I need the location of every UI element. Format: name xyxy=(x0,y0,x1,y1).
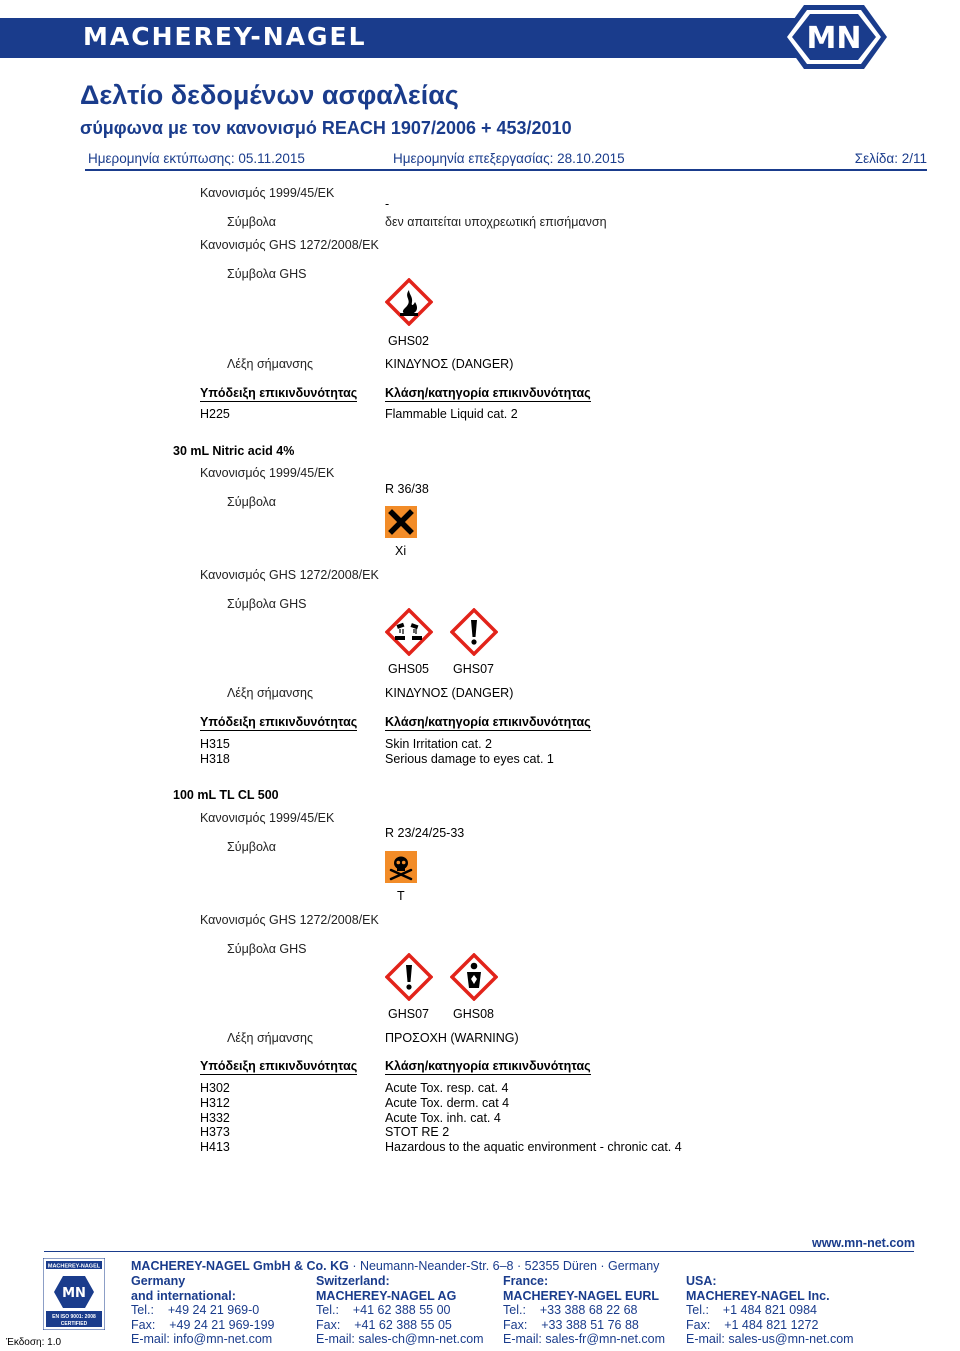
cert-line2: CERTIFIED xyxy=(60,1321,88,1327)
hazard-class: Acute Tox. inh. cat. 4 xyxy=(385,1111,501,1125)
symbols-label: Σύμβολα xyxy=(227,215,276,229)
contact-company: and international: xyxy=(131,1288,236,1303)
exclamation-icon xyxy=(450,608,498,656)
hazard-code: H332 xyxy=(200,1111,230,1125)
website-link[interactable]: www.mn-net.com xyxy=(812,1236,916,1250)
page-subtitle: σύμφωνα με τον κανονισμό REACH 1907/2006 + 453/2010 xyxy=(80,118,572,138)
contact-germany xyxy=(131,1274,275,1347)
hazard-code: H373 xyxy=(200,1125,230,1139)
hazard-code: H413 xyxy=(200,1140,230,1154)
contact-fax: Fax: +49 24 21 969-199 xyxy=(131,1317,275,1332)
signal-word-label: Λέξη σήμανσης xyxy=(227,686,313,700)
pictogram-code: GHS08 xyxy=(453,1007,494,1021)
hazard-code: H318 xyxy=(200,752,230,766)
contact-france xyxy=(503,1274,665,1347)
hazard-class: STOT RE 2 xyxy=(385,1125,450,1139)
signal-word-label: Λέξη σήμανσης xyxy=(227,1031,313,1045)
cert-logo-text: MN xyxy=(62,1286,86,1301)
skull-crossbones-icon xyxy=(385,851,417,883)
regulation-ghs: Κανονισμός GHS 1272/2008/ΕΚ xyxy=(200,238,379,252)
ghs-symbols-label: Σύμβολα GHS xyxy=(227,597,307,611)
hazard-class: Skin Irritation cat. 2 xyxy=(385,737,492,751)
signal-word-value: ΚΙΝΔΥΝΟΣ (DANGER) xyxy=(385,357,514,371)
contact-country: Switzerland: xyxy=(316,1274,390,1288)
contact-switzerland xyxy=(316,1274,484,1347)
hazard-code: H225 xyxy=(200,407,230,421)
r-phrase: R 23/24/25-33 xyxy=(385,826,465,840)
page-number: Σελίδα: 2/11 xyxy=(854,151,927,166)
health-hazard-icon xyxy=(450,953,498,1001)
exclamation-icon xyxy=(385,953,433,1001)
contact-fax: Fax: +1 484 821 1272 xyxy=(686,1317,819,1332)
company-line xyxy=(131,1259,659,1273)
pictogram-code: GHS02 xyxy=(388,334,429,348)
regulation-1999: Κανονισμός 1999/45/ΕΚ xyxy=(200,186,335,200)
regulation-1999: Κανονισμός 1999/45/ΕΚ xyxy=(200,811,335,825)
contact-country: France: xyxy=(503,1274,549,1288)
edit-date: Ημερομηνία επεξεργασίας: 28.10.2015 xyxy=(393,151,625,166)
cert-brand-text: MACHEREY-NAGEL xyxy=(47,1263,101,1270)
pictogram-code: GHS07 xyxy=(388,1007,429,1021)
hazard-class-header: Κλάση/κατηγορία επικινδυνότητας xyxy=(385,715,591,729)
date-bar xyxy=(85,150,927,171)
hazard-class: Acute Tox. resp. cat. 4 xyxy=(385,1081,509,1095)
contact-fax: Fax: +33 388 51 76 88 xyxy=(503,1317,639,1332)
pictogram-code: GHS07 xyxy=(453,662,494,676)
symbols-label: Σύμβολα xyxy=(227,495,276,509)
hazard-class: Flammable Liquid cat. 2 xyxy=(385,407,518,421)
version-label: Έκδοση: 1.0 xyxy=(6,1337,62,1348)
contact-country: USA: xyxy=(686,1274,717,1288)
contact-tel: Tel.: +49 24 21 969-0 xyxy=(131,1303,260,1318)
iso-certificate-badge xyxy=(43,1258,105,1330)
print-date: Ημερομηνία εκτύπωσης: 05.11.2015 xyxy=(88,151,305,166)
contact-tel: Tel.: +41 62 388 55 00 xyxy=(316,1303,451,1318)
company-name: MACHEREY-NAGEL GmbH & Co. KG xyxy=(131,1259,349,1273)
hazard-class: Acute Tox. derm. cat 4 xyxy=(385,1096,510,1110)
section-title: 100 mL TL CL 500 xyxy=(173,788,279,802)
ghs-symbols-label: Σύμβολα GHS xyxy=(227,942,307,956)
company-address: · Neumann-Neander-Str. 6–8 · 52355 Düren · Germany xyxy=(348,1259,660,1273)
brand-name: MACHEREY-NAGEL xyxy=(83,22,367,51)
contact-tel: Tel.: +1 484 821 0984 xyxy=(686,1303,818,1318)
contact-tel: Tel.: +33 388 68 22 68 xyxy=(503,1303,638,1318)
hazard-statement-header: Υπόδειξη επικινδυνότητας xyxy=(200,715,358,729)
hazard-statement-header: Υπόδειξη επικινδυνότητας xyxy=(200,1059,358,1073)
contact-company: MACHEREY-NAGEL EURL xyxy=(503,1288,660,1303)
symbols-label: Σύμβολα xyxy=(227,840,276,854)
signal-word-label: Λέξη σήμανσης xyxy=(227,357,313,371)
hazard-class: Hazardous to the aquatic environment - chronic cat. 4 xyxy=(385,1140,682,1154)
eu-symbol-letter: T xyxy=(397,889,405,903)
symbols-value: δεν απαιτείται υποχρεωτική επισήμανση xyxy=(385,215,607,229)
contact-company: MACHEREY-NAGEL Inc. xyxy=(686,1288,830,1303)
hazard-code: H312 xyxy=(200,1096,230,1110)
section-title: 30 mL Nitric acid 4% xyxy=(173,444,295,458)
irritant-cross-icon xyxy=(385,506,417,538)
logo-text: MN xyxy=(806,21,862,56)
hazard-class-header: Κλάση/κατηγορία επικινδυνότητας xyxy=(385,1059,591,1073)
contact-usa xyxy=(686,1274,854,1347)
contact-email[interactable]: E-mail: sales-fr@mn-net.com xyxy=(503,1332,666,1347)
contact-company: MACHEREY-NAGEL AG xyxy=(316,1288,457,1303)
hazard-class: Serious damage to eyes cat. 1 xyxy=(385,752,554,766)
cert-line1: EN ISO 9001: 2008 xyxy=(52,1314,96,1320)
signal-word-value: ΠΡΟΣΟΧΗ (WARNING) xyxy=(385,1031,519,1045)
footer-divider xyxy=(44,1251,914,1252)
ghs-symbols-label: Σύμβολα GHS xyxy=(227,267,307,281)
symbols-dash: - xyxy=(385,197,390,211)
contact-email[interactable]: E-mail: sales-ch@mn-net.com xyxy=(316,1332,484,1347)
hazard-code: H315 xyxy=(200,737,230,751)
regulation-ghs: Κανονισμός GHS 1272/2008/ΕΚ xyxy=(200,913,379,927)
hazard-class-header: Κλάση/κατηγορία επικινδυνότητας xyxy=(385,386,591,400)
contact-email[interactable]: E-mail: sales-us@mn-net.com xyxy=(686,1332,854,1347)
pictogram-code: GHS05 xyxy=(388,662,429,676)
page-title: Δελτίο δεδομένων ασφαλείας xyxy=(80,80,459,110)
flame-icon xyxy=(385,278,433,326)
contact-email[interactable]: E-mail: info@mn-net.com xyxy=(131,1332,273,1347)
corrosion-icon xyxy=(385,608,433,656)
regulation-ghs: Κανονισμός GHS 1272/2008/ΕΚ xyxy=(200,568,379,582)
contact-fax: Fax: +41 62 388 55 05 xyxy=(316,1317,452,1332)
hazard-statement-header: Υπόδειξη επικινδυνότητας xyxy=(200,386,358,400)
regulation-1999: Κανονισμός 1999/45/ΕΚ xyxy=(200,466,335,480)
eu-symbol-letter: Xi xyxy=(395,544,407,558)
r-phrase: R 36/38 xyxy=(385,482,429,496)
mn-logo-icon xyxy=(779,3,889,71)
signal-word-value: ΚΙΝΔΥΝΟΣ (DANGER) xyxy=(385,686,514,700)
contact-country: Germany xyxy=(131,1274,186,1288)
hazard-code: H302 xyxy=(200,1081,230,1095)
